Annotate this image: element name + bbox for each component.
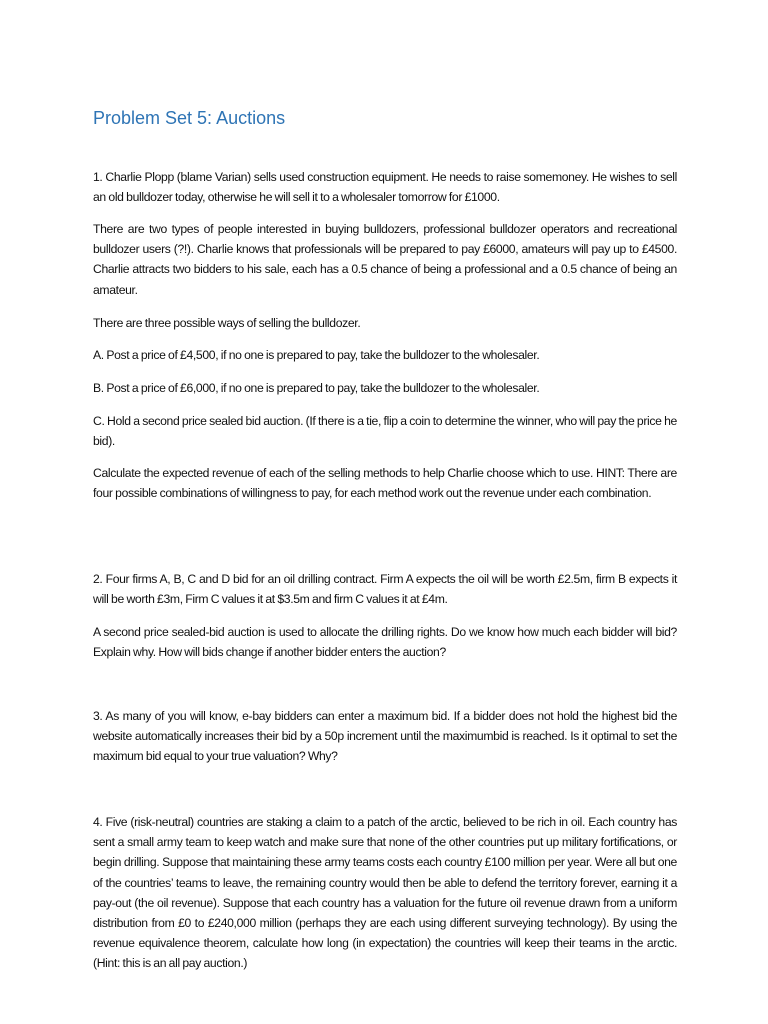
question-3-text: 3. As many of you will know, e-bay bidders can enter a maximum bid. If a bidder does not hold the highest bid the website automatically increases their bid by a 50p increment until the maximumbid is reached. Is it optimal to set the maximum bid equal to your true valuation? Why? <box>93 709 677 764</box>
question-1-option-c: C. Hold a second price sealed bid auction. (If there is a tie, flip a coin to determine the winner, who will pay the price he bid). <box>93 414 677 449</box>
question-2-question: A second price sealed-bid auction is used to allocate the drilling rights. Do we know how much each bidder will bid? Explain why. How will bids change if another bidder enters the auction? <box>93 625 677 660</box>
question-4-text: 4. Five (risk-neutral) countries are staking a claim to a patch of the arctic, believed to be rich in oil. Each country has sent a small army team to keep watch and make sure that none of the other countries put up military fortifications, or begin drilling. Suppose that maintaining these army teams costs each country £100 million per year. Were all but one of the countries’ teams to leave, the remaining country would then be able to defend the territory forever, earning it a pay-out (the oil revenue). Suppose that each country has a valuation for the future oil revenue drawn from a uniform distribution from £0 to £240,000 million (perhaps they are each using different surveying technology). By using the revenue equivalence theorem, calculate how long (in expectation) the countries will keep their teams in the arctic. (Hint: this is an all pay auction.) <box>93 815 677 971</box>
question-2-intro: 2. Four firms A, B, C and D bid for an oil drilling contract. Firm A expects the oil will be worth £2.5m, firm B expects it will be worth £3m, Firm C values it at $3.5m and firm C values it at £4m. <box>93 572 677 607</box>
question-1-option-a: A. Post a price of £4,500, if no one is prepared to pay, take the bulldozer to the wholesaler. <box>93 348 540 362</box>
question-1-task: Calculate the expected revenue of each of the selling methods to help Charlie choose which to use. HINT: There are four possible combinations of willingness to pay, for each method work out the revenue under each combination. <box>93 466 677 501</box>
question-1-bidder-types: There are two types of people interested in buying bulldozers, professional bulldozer operators and recreational bulldozer users (?!). Charlie knows that professionals will be prepared to pay £6000, amateurs will pay up to £4500. Charlie attracts two bidders to his sale, each has a 0.5 chance of being a professional and a 0.5 chance of being an amateur. <box>93 222 677 297</box>
question-1-intro: 1. Charlie Plopp (blame Varian) sells used construction equipment. He needs to raise somemoney. He wishes to sell an old bulldozer today, otherwise he will sell it to a wholesaler tomorrow for £1000. <box>93 170 677 205</box>
page-title: Problem Set 5: Auctions <box>93 108 286 128</box>
question-1-selling-ways: There are three possible ways of selling the bulldozer. <box>93 316 361 330</box>
question-1-option-b: B. Post a price of £6,000, if no one is prepared to pay, take the bulldozer to the wholesaler. <box>93 381 540 395</box>
